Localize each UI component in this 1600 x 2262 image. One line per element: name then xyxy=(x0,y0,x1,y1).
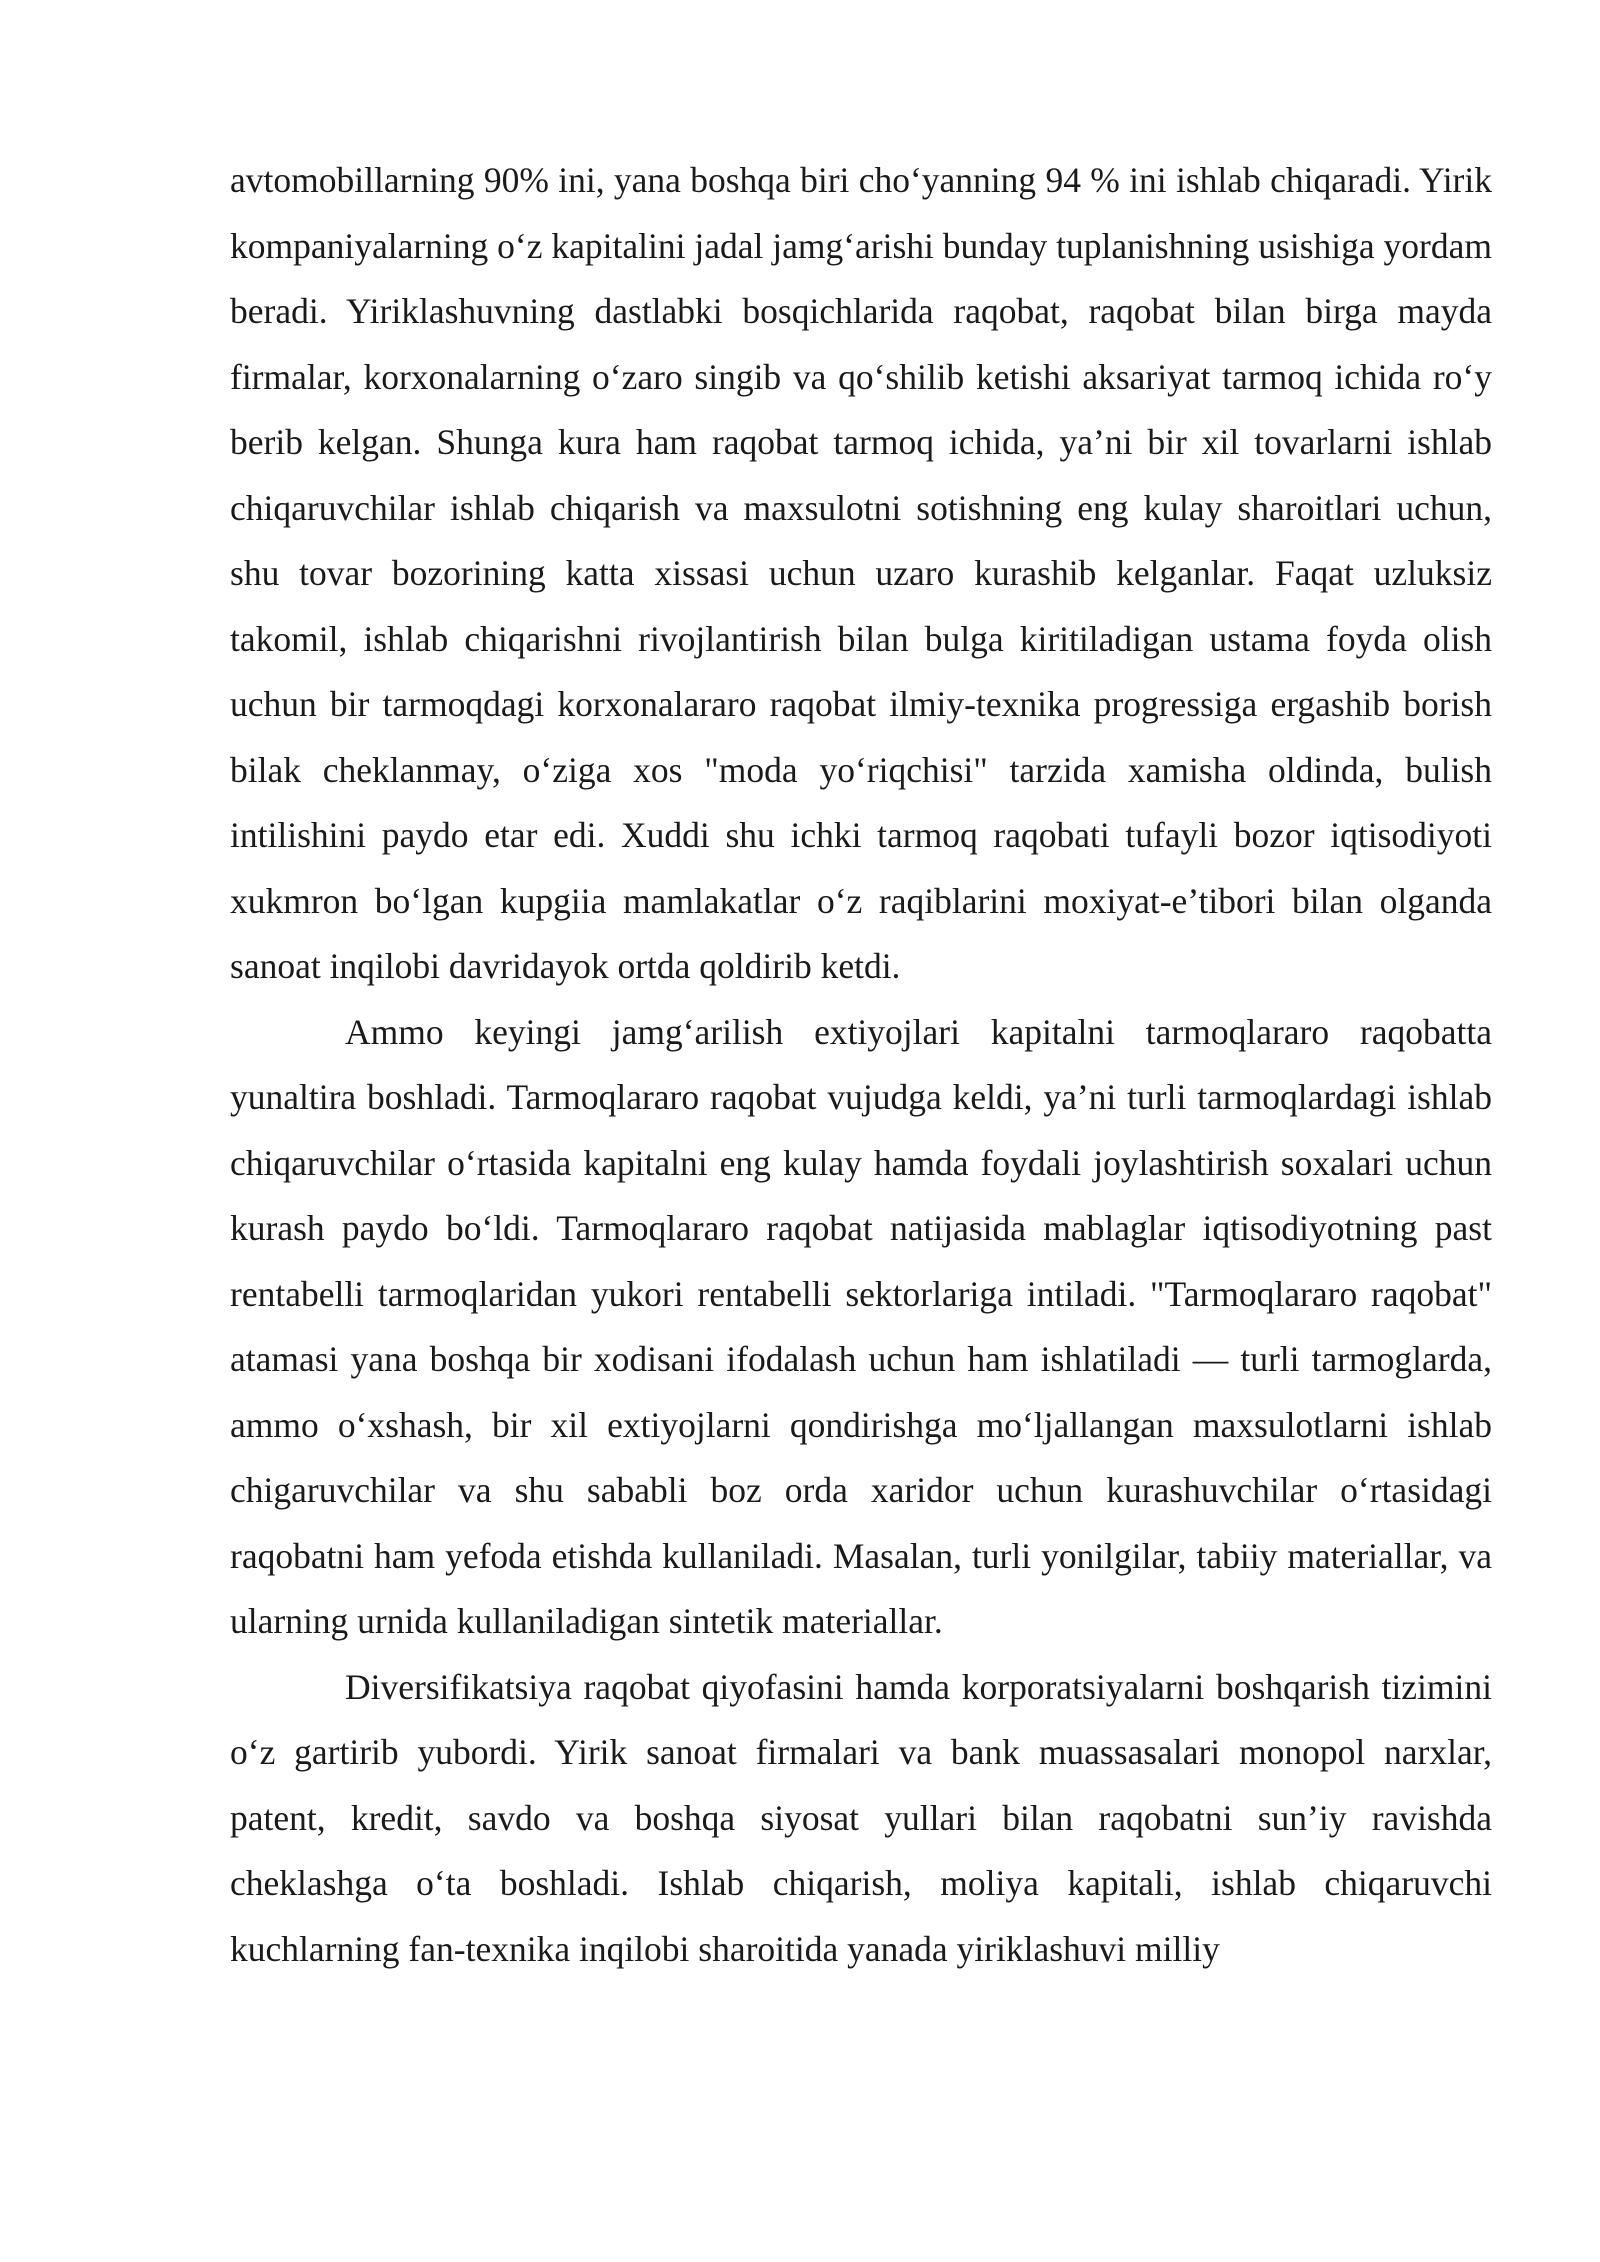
paragraph-2: Ammo keyingi jamg‘arilish extiyojlari kapitalni tarmoqlararo raqobatta yunaltira boshladi. Tarmoqlararo raqobat vujudga keldi, ya’ni turli tarmoqlardagi ishlab chiqaruvchilar o‘rtasida kapitalni eng kulay hamda foydali joylashtirish soxalari uchun kurash paydo bo‘ldi. Tarmoqlararo raqobat natijasida mablaglar iqtisodiyotning past rentabelli tarmoqlaridan yukori rentabelli sektorlariga intiladi. "Tarmoqlararo raqobat" atamasi yana boshqa bir xodisani ifodalash uchun ham ishlatiladi — turli tarmoglarda, ammo o‘xshash, bir xil extiyojlarni qondirishga mo‘ljallangan maxsulotlarni ishlab chigaruvchilar va shu sababli boz orda xaridor uchun kurashuvchilar o‘rtasidagi raqobatni ham yefoda etishda kullaniladi. Masalan, turli yonilgilar, tabiiy materiallar, va ularning urnida kullaniladigan sintetik materiallar. xyxy=(230,1011,1492,1641)
paragraph-1: avtomobillarning 90% ini, yana boshqa biri cho‘yanning 94 % ini ishlab chiqaradi. Yirik kompaniyalarning o‘z kapitalini jadal jamg‘arishi bunday tuplanishning usishiga yordam beradi. Yiriklashuvning dastlabki bosqichlarida raqobat, raqobat bilan birga mayda firmalar, korxonalarning o‘zaro singib va qo‘shilib ketishi aksariyat tarmoq ichida ro‘y berib kelgan. Shunga kura ham raqobat tarmoq ichida, ya’ni bir xil tovarlarni ishlab chiqaruvchilar ishlab chiqarish va maxsulotni sotishning eng kulay sharoitlari uchun, shu tovar bozorining katta xissasi uchun uzaro kurashib kelganlar. Faqat uzluksiz takomil, ishlab chiqarishni rivojlantirish bilan bulga kiritiladigan ustama foyda olish uchun bir tarmoqdagi korxonalararo raqobat ilmiy-texnika progressiga ergashib borish bilak cheklanmay, o‘ziga xos "moda yo‘riqchisi" tarzida xamisha oldinda, bulish intilishini paydo etar edi. Xuddi shu ichki tarmoq raqobati tufayli bozor iqtisodiyoti xukmron bo‘lgan kupgiia mamlakatlar o‘z raqiblarini moxiyat-e’tibori bilan olganda sanoat inqilobi davridayok ortda qoldirib ketdi. xyxy=(230,160,1492,986)
paragraph-3: Diversifikatsiya raqobat qiyofasini hamda korporatsiyalarni boshqarish tizimini o‘z gartirib yubordi. Yirik sanoat firmalari va bank muassasalari monopol narxlar, patent, kredit, savdo va boshqa siyosat yullari bilan raqobatni sun’iy ravishda cheklashga o‘ta boshladi. Ishlab chiqarish, moliya kapitali, ishlab chiqaruvchi kuchlarning fan-texnika inqilobi sharoitida yanada yiriklashuvi milliy xyxy=(230,1666,1492,1969)
document-page xyxy=(230,148,1492,1982)
